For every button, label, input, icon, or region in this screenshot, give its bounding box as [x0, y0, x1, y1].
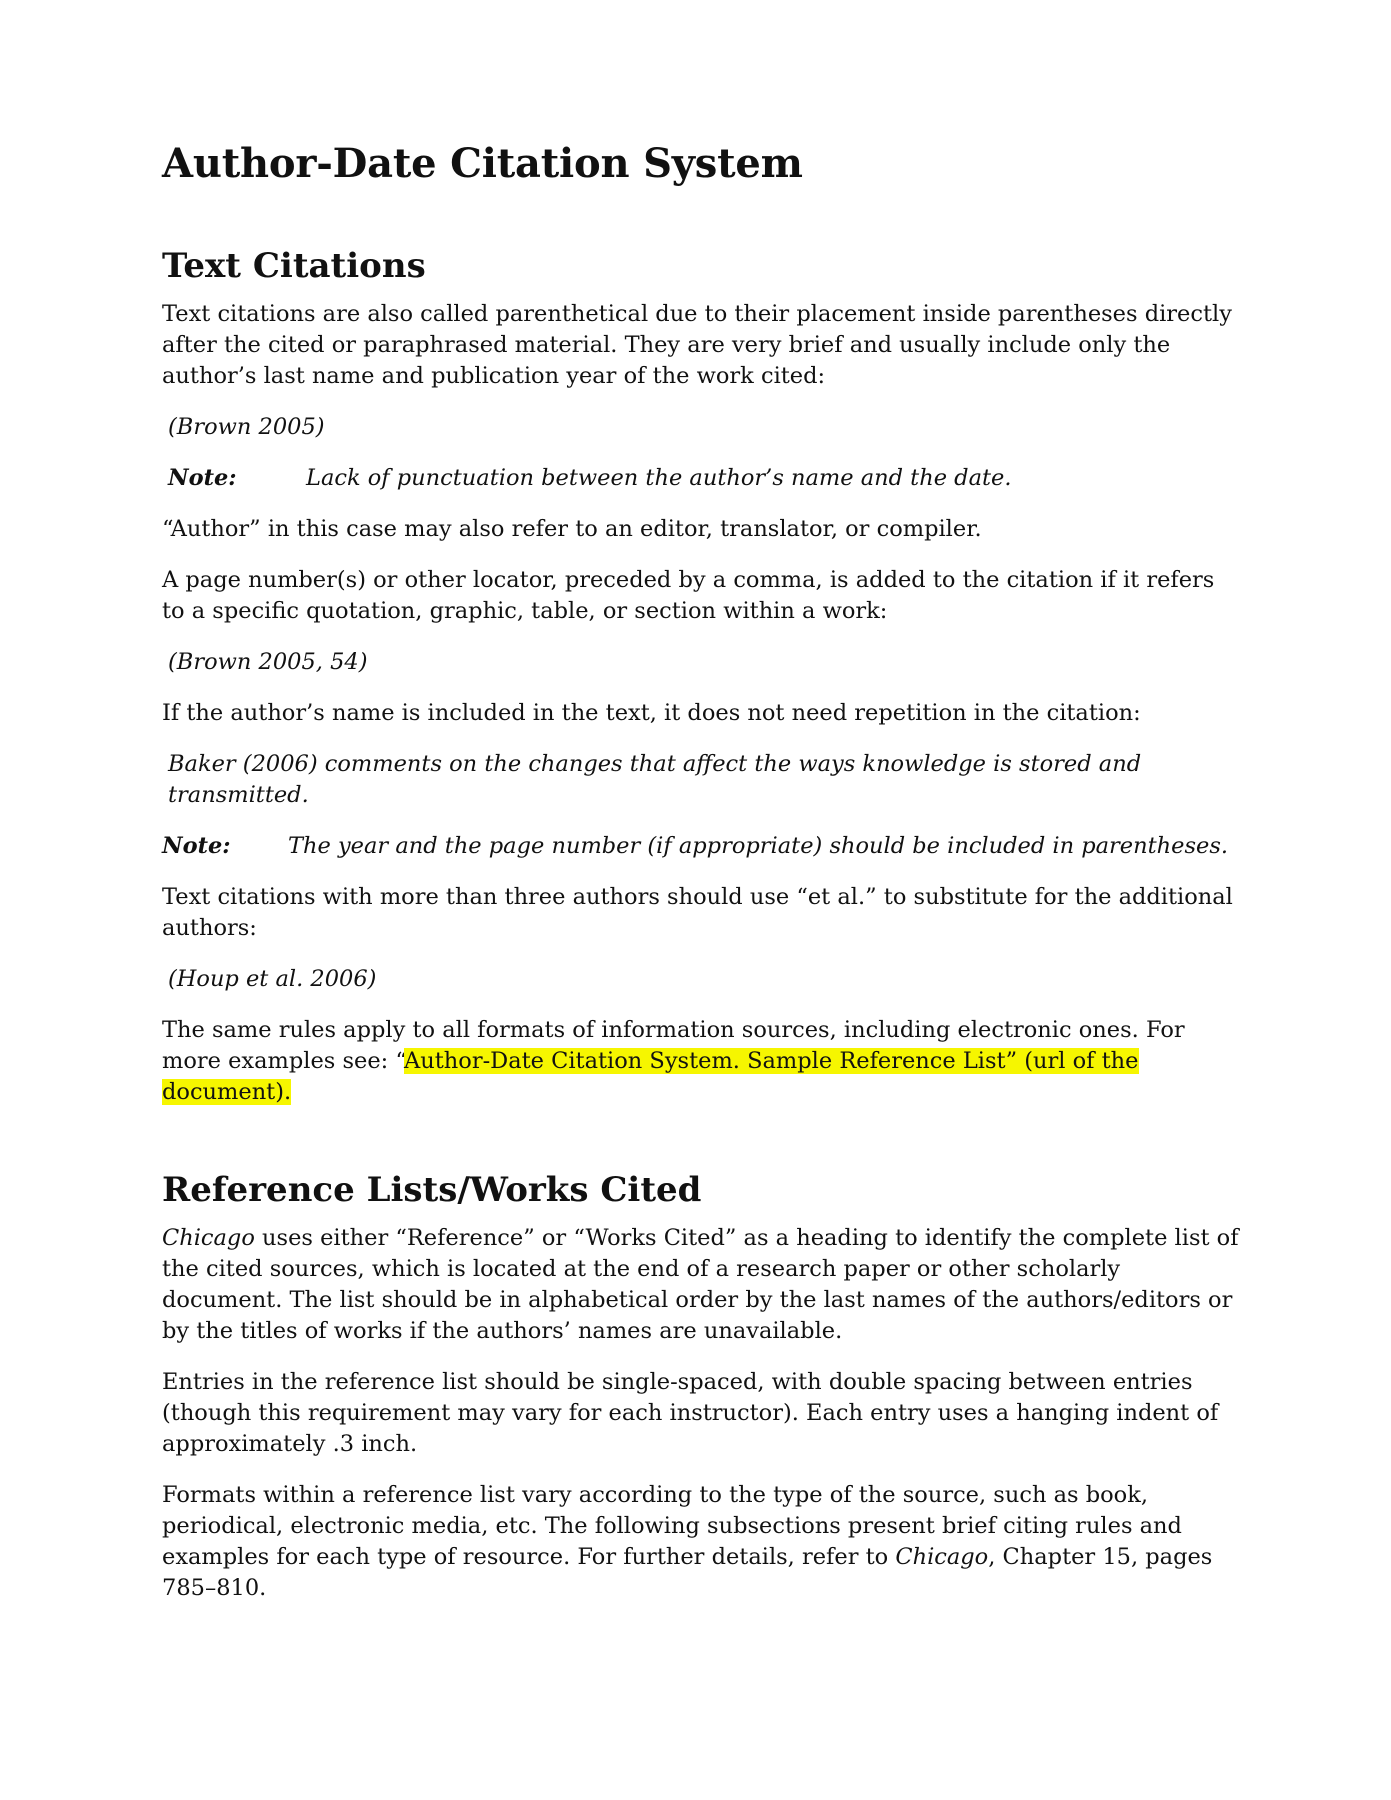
note-text: Lack of punctuation between the author’s name and the date. — [306, 464, 1012, 491]
note-label: Note: — [168, 464, 237, 491]
paragraph-text: Formats within a reference list vary according to the type of the source, such as book, periodical, electronic media, etc. The following subsections present brief citing rules and examples for each type of resource. For further details, refer to — [162, 1481, 1182, 1570]
document-page — [162, 140, 1242, 1624]
text-citations-heading: Text Citations — [162, 246, 426, 286]
author-name-paragraph: If the author’s name is included in the text, it does not need repetition in the citation: — [162, 699, 1141, 726]
chicago-title: Chicago — [895, 1543, 989, 1570]
page-number-paragraph: A page number(s) or other locator, preceded by a comma, is added to the citation if it refers to a specific quotation, graphic, table, or section within a work: — [162, 566, 1215, 624]
text-citations-intro: Text citations are also called parenthetical due to their placement inside parentheses directly after the cited or paraphrased material. They are very brief and usually include only the author’s last name and publication year of the work cited: — [162, 300, 1232, 389]
note-text: The year and the page number (if appropriate) should be included in parentheses. — [288, 832, 1229, 859]
reference-list-paragraph-3 — [162, 1480, 1242, 1604]
example-brown-2005: (Brown 2005) — [168, 413, 325, 440]
note-year-page — [162, 831, 1242, 862]
same-rules-text: The same rules apply to all formats of information sources, including electronic ones. For more examples see: “ — [162, 1016, 1185, 1074]
example-brown-2005-54: (Brown 2005, 54) — [168, 648, 368, 675]
et-al-paragraph: Text citations with more than three authors should use “et al.” to substitute for the additional authors: — [162, 883, 1233, 941]
paragraph-text: uses either “Reference” or “Works Cited” as a heading to identify the complete list of the cited sources, which is located at the end of a research paper or other scholarly document. The list should be in alphabetical order by the last names of the authors/editors or by the titles of works if the authors’ names are unavailable. — [162, 1224, 1239, 1344]
example-baker-2006: Baker (2006) comments on the changes that affect the ways knowledge is stored and transmitted. — [168, 750, 1142, 808]
sample-reference-list-link[interactable]: Author-Date Citation System. Sample Reference List” (url of the document). — [162, 1047, 1139, 1105]
author-definition-paragraph: “Author” in this case may also refer to an editor, translator, or compiler. — [162, 515, 982, 542]
reference-list-paragraph-1 — [162, 1223, 1242, 1347]
reference-list-paragraph-2: Entries in the reference list should be single-spaced, with double spacing between entries (though this requirement may vary for each instructor). Each entry uses a hanging indent of approximately .3 inch. — [162, 1368, 1219, 1457]
same-rules-paragraph — [162, 1015, 1242, 1108]
note-label: Note: — [162, 832, 231, 859]
chicago-title: Chicago — [162, 1224, 255, 1251]
paragraph-text: , Chapter 15, pages 785–810. — [162, 1543, 1213, 1601]
note-punctuation — [162, 463, 1242, 494]
page-title: Author-Date Citation System — [162, 140, 803, 187]
reference-lists-heading: Reference Lists/Works Cited — [162, 1169, 702, 1210]
example-houp-2006: (Houp et al. 2006) — [168, 965, 377, 992]
